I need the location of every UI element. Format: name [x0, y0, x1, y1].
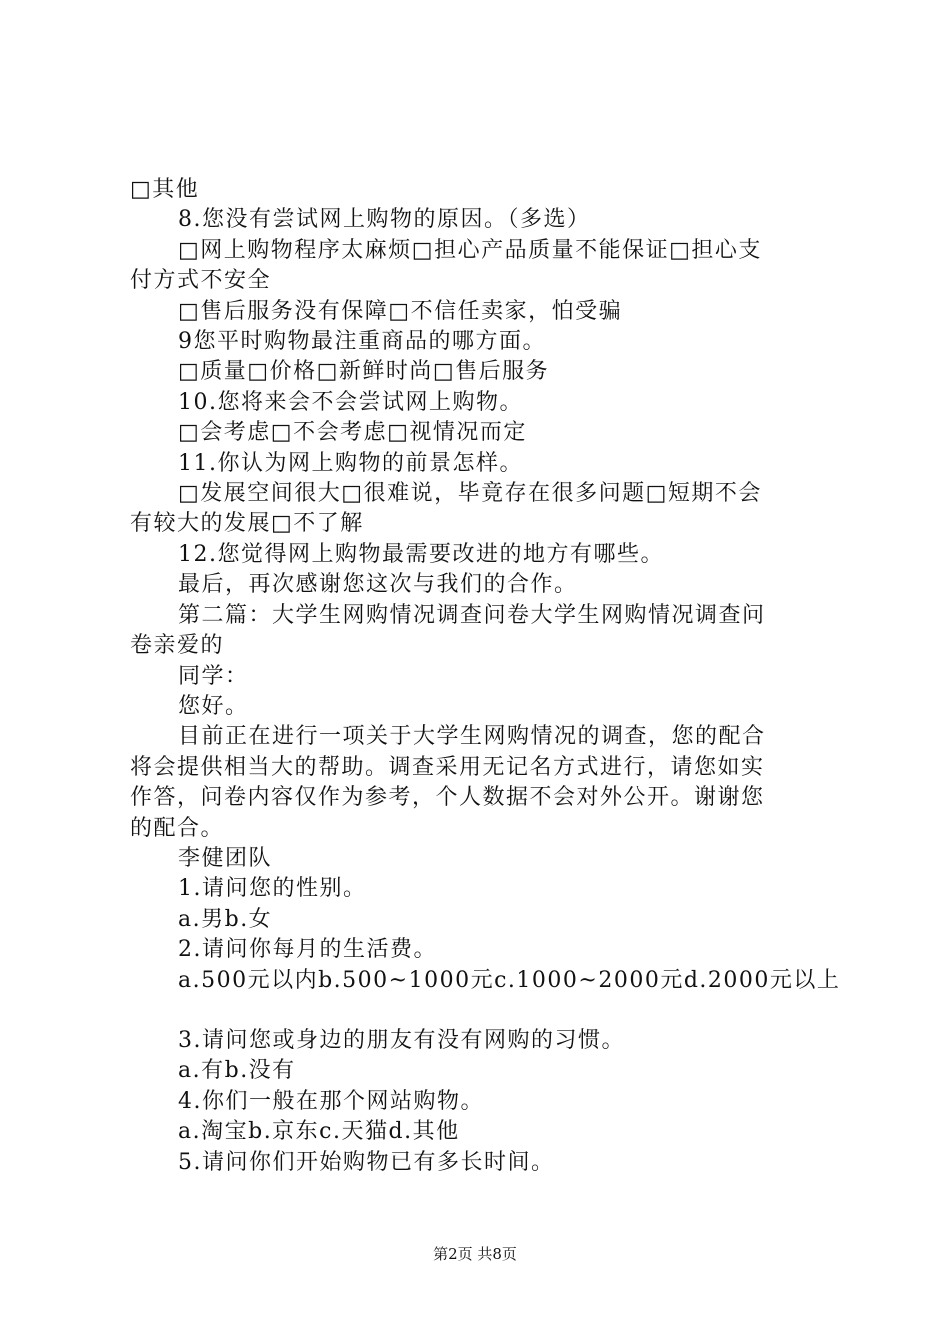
option-line: □质量□价格□新鲜时尚□售后服务 — [178, 359, 550, 385]
question-1: 1.请问您的性别。 — [178, 876, 367, 902]
intro-paragraph: 目前正在进行一项关于大学生网购情况的调查，您的配合 — [178, 724, 766, 750]
question-11: 11.你认为网上购物的前景怎样。 — [178, 450, 523, 476]
salutation: 同学： — [178, 663, 249, 689]
option-line: □其他 — [130, 177, 200, 202]
option-line: □售后服务没有保障□不信任卖家，怕受骗 — [178, 298, 623, 324]
option-line: □会考虑□不会考虑□视情况而定 — [178, 420, 527, 446]
answer-options: a.男b.女 — [178, 906, 273, 932]
option-line-continued: 付方式不安全 — [130, 268, 272, 294]
question-4: 4.你们一般在那个网站购物。 — [178, 1088, 484, 1114]
document-body — [130, 175, 841, 1178]
option-line-continued: 有较大的发展□不了解 — [130, 511, 364, 537]
option-line: □网上购物程序太麻烦□担心产品质量不能保证□担心支 — [178, 237, 762, 263]
greeting: 您好。 — [178, 693, 249, 719]
blank-line — [130, 996, 835, 1026]
page-number: 第2页 共8页 — [433, 1245, 517, 1263]
option-line: □发展空间很大□很难说，毕竟存在很多问题□短期不会 — [178, 481, 762, 507]
question-5: 5.请问你们开始购物已有多长时间。 — [178, 1149, 555, 1175]
section-heading: 第二篇：大学生网购情况调查问卷大学生网购情况调查问 — [178, 602, 766, 628]
answer-options: a.500元以内b.500~1000元c.1000~2000元d.2000元以上 — [178, 967, 841, 993]
answer-options: a.淘宝b.京东c.天猫d.其他 — [178, 1119, 460, 1145]
closing-text: 最后，再次感谢您这次与我们的合作。 — [178, 572, 578, 598]
intro-paragraph-continued: 作答，问卷内容仅作为参考，个人数据不会对外公开。谢谢您 — [130, 785, 765, 811]
intro-paragraph-continued: 的配合。 — [130, 815, 225, 841]
question-10: 10.您将来会不会尝试网上购物。 — [178, 389, 523, 415]
signature: 李健团队 — [178, 845, 273, 871]
answer-options: a.有b.没有 — [178, 1058, 296, 1084]
question-12: 12.您觉得网上购物最需要改进的地方有哪些。 — [178, 541, 664, 567]
question-3: 3.请问您或身边的朋友有没有网购的习惯。 — [178, 1027, 625, 1053]
section-heading-continued: 卷亲爱的 — [130, 633, 225, 659]
question-9: 9您平时购物最注重商品的哪方面。 — [178, 329, 546, 355]
intro-paragraph-continued: 将会提供相当大的帮助。调查采用无记名方式进行，请您如实 — [130, 754, 765, 780]
question-2: 2.请问你每月的生活费。 — [178, 937, 437, 963]
question-8: 8.您没有尝试网上购物的原因。（多选） — [178, 207, 591, 233]
